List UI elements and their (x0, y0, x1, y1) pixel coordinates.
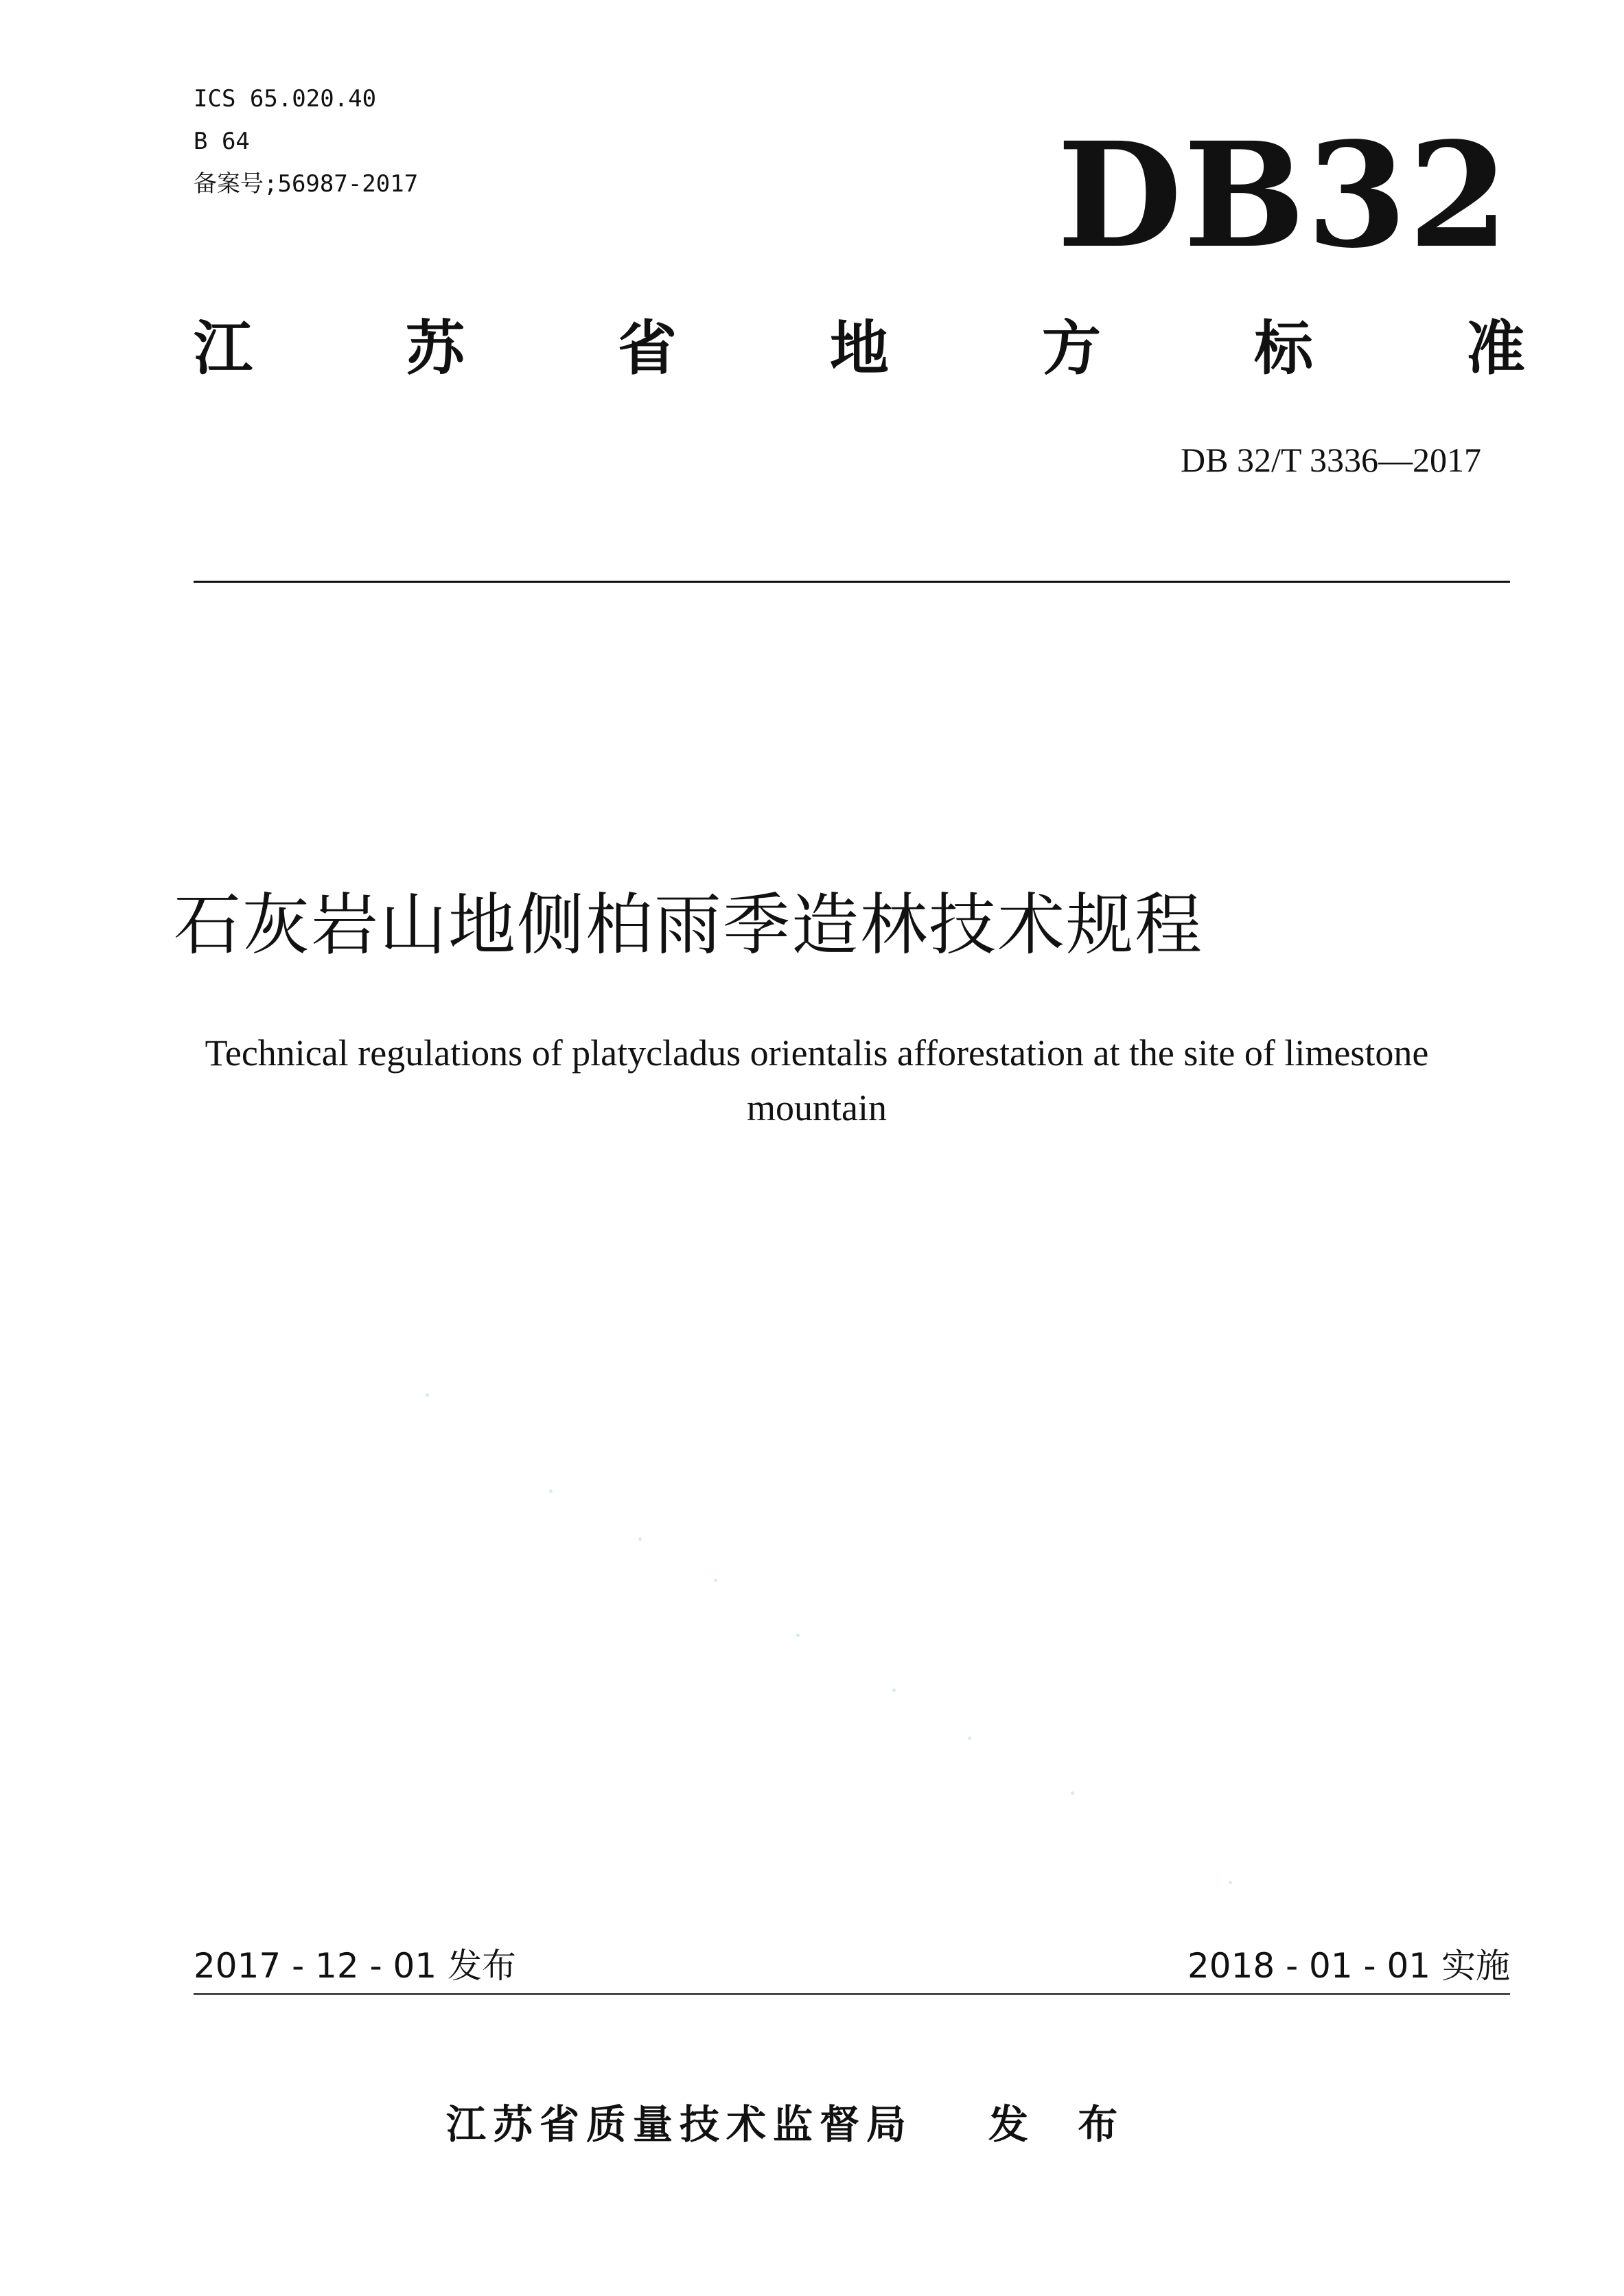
standard-type-char: 方 (1042, 314, 1101, 383)
scan-speck (968, 1737, 971, 1740)
ics-code: ICS 65.020.40 (194, 85, 377, 113)
standard-number: DB 32/T 3336—2017 (1181, 441, 1481, 479)
scan-speck (714, 1579, 717, 1582)
issue-date: 2017 - 12 - 01 发布 (194, 1946, 517, 1986)
date-divider (194, 1993, 1510, 1995)
header-divider (194, 581, 1510, 583)
title-english: Technical regulations of platycladus orientalis afforestation at the site of limestone mountain (205, 1032, 1429, 1128)
filing-number: 备案号;56987-2017 (194, 170, 419, 198)
issuer-line (446, 2100, 1135, 2148)
issuer-name: 江苏省质量技术监督局 (446, 2101, 914, 2148)
standard-type-char: 地 (830, 314, 889, 383)
scan-speck (549, 1489, 553, 1493)
issuer-action: 发 布 (988, 2101, 1136, 2148)
ccs-code: B 64 (194, 128, 250, 155)
scan-speck (796, 1634, 800, 1637)
title-chinese (0, 884, 1624, 966)
standard-code-logo: DB32 (1057, 111, 1510, 280)
standard-type-heading (194, 314, 1525, 383)
scan-speck (1071, 1791, 1074, 1795)
standard-type-char: 准 (1466, 314, 1525, 383)
scan-speck (638, 1538, 642, 1541)
standard-type-char: 省 (618, 314, 677, 383)
scan-speck (426, 1393, 429, 1397)
scan-speck (1229, 1881, 1232, 1884)
implementation-date: 2018 - 01 - 01 实施 (1187, 1946, 1510, 1986)
title-chinese-text: 石灰岩山地侧柏雨季造林技术规程 (173, 886, 1203, 964)
scan-speck (892, 1689, 896, 1692)
standard-type-char: 苏 (406, 314, 465, 383)
standard-type-char: 江 (194, 314, 253, 383)
standard-type-char: 标 (1254, 314, 1313, 383)
